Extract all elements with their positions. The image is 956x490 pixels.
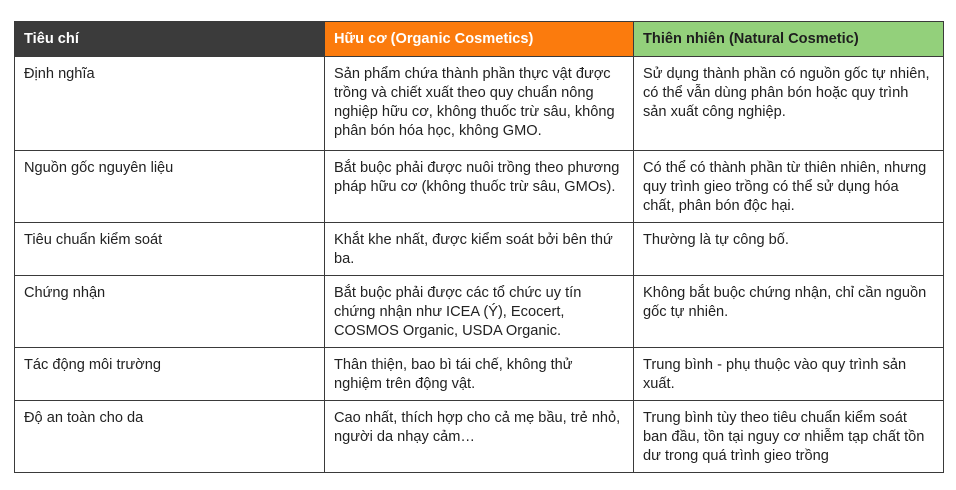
criteria-cell: Độ an toàn cho da	[15, 401, 325, 473]
natural-cell: Trung bình - phụ thuộc vào quy trình sản xuất.	[634, 348, 944, 401]
organic-cell: Thân thiện, bao bì tái chế, không thử nghiệm trên động vật.	[325, 348, 634, 401]
natural-cell: Không bắt buộc chứng nhận, chỉ cần nguồn gốc tự nhiên.	[634, 276, 944, 348]
organic-cell: Bắt buộc phải được các tổ chức uy tín chứng nhận như ICEA (Ý), Ecocert, COSMOS Organic, USDA Organic.	[325, 276, 634, 348]
table-row	[15, 276, 944, 348]
natural-cell: Trung bình tùy theo tiêu chuẩn kiểm soát ban đầu, tồn tại nguy cơ nhiễm tạp chất tồn dư trong quá trình gieo trồng	[634, 401, 944, 473]
natural-cell: Có thể có thành phần từ thiên nhiên, nhưng quy trình gieo trồng có thể sử dụng hóa chất, phân bón độc hại.	[634, 151, 944, 223]
organic-cell: Khắt khe nhất, được kiểm soát bởi bên thứ ba.	[325, 223, 634, 276]
organic-cell: Bắt buộc phải được nuôi trồng theo phương pháp hữu cơ (không thuốc trừ sâu, GMOs).	[325, 151, 634, 223]
criteria-cell: Chứng nhận	[15, 276, 325, 348]
organic-cell: Sản phẩm chứa thành phần thực vật được trồng và chiết xuất theo quy chuẩn nông nghiệp hữu cơ, không thuốc trừ sâu, không phân bón hóa học, không GMO.	[325, 57, 634, 151]
table-row	[15, 223, 944, 276]
comparison-table-container	[14, 21, 944, 473]
table-row	[15, 57, 944, 151]
header-row	[15, 22, 944, 57]
organic-cell: Cao nhất, thích hợp cho cả mẹ bầu, trẻ nhỏ, người da nhạy cảm…	[325, 401, 634, 473]
criteria-cell: Định nghĩa	[15, 57, 325, 151]
criteria-cell: Tác động môi trường	[15, 348, 325, 401]
natural-cell: Thường là tự công bố.	[634, 223, 944, 276]
comparison-table	[14, 21, 944, 473]
criteria-cell: Tiêu chuẩn kiểm soát	[15, 223, 325, 276]
header-natural: Thiên nhiên (Natural Cosmetic)	[634, 22, 944, 57]
table-row	[15, 151, 944, 223]
table-row	[15, 348, 944, 401]
criteria-cell: Nguồn gốc nguyên liệu	[15, 151, 325, 223]
natural-cell: Sử dụng thành phần có nguồn gốc tự nhiên, có thể vẫn dùng phân bón hoặc quy trình sản xuất công nghiệp.	[634, 57, 944, 151]
header-organic: Hữu cơ (Organic Cosmetics)	[325, 22, 634, 57]
header-criteria: Tiêu chí	[15, 22, 325, 57]
table-row	[15, 401, 944, 473]
